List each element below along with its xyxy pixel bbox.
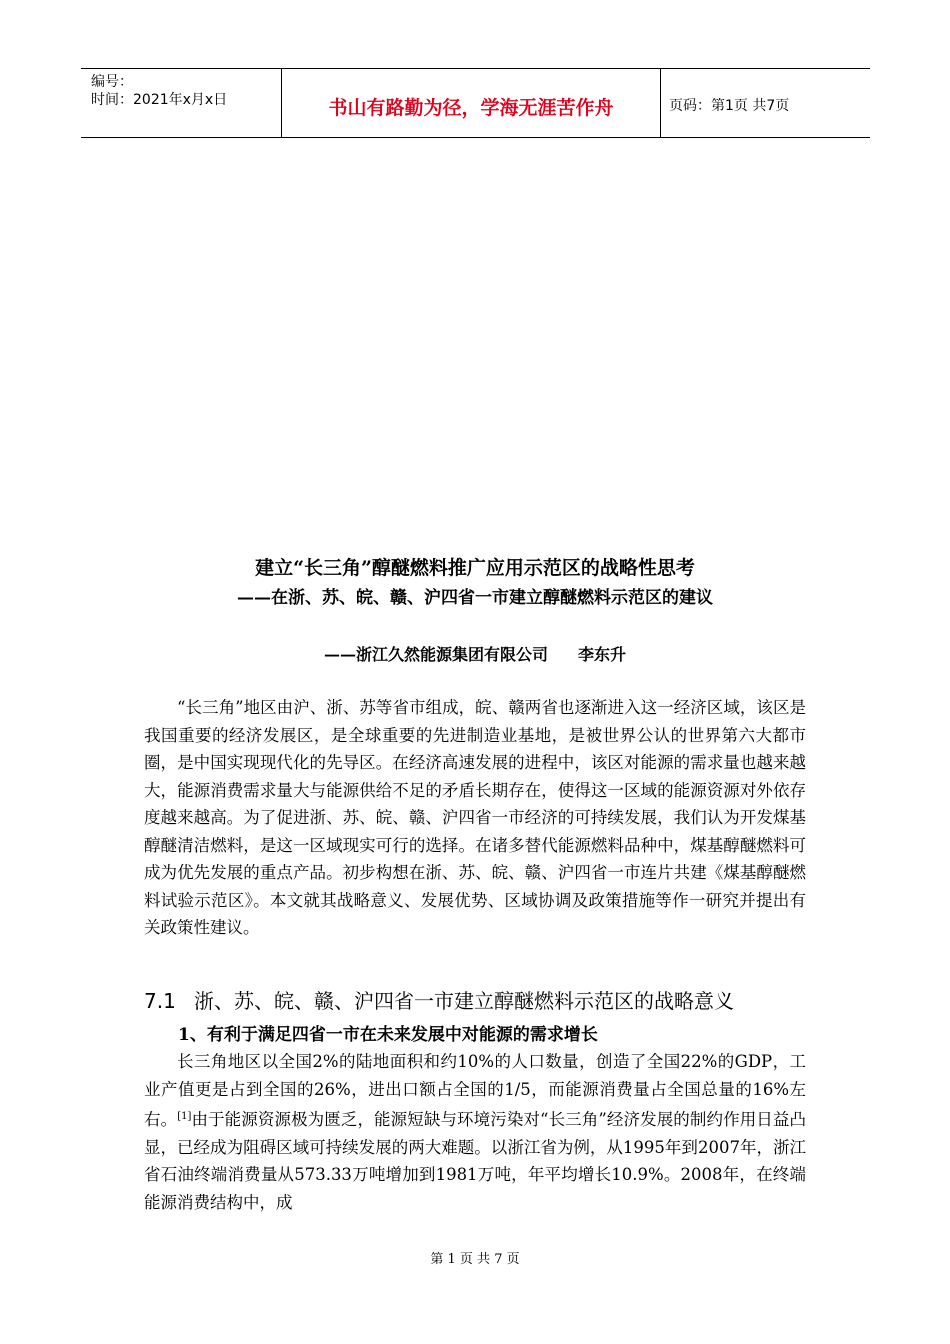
date-label: 时间：2021年x月x日: [91, 92, 228, 108]
author-line: [0, 642, 950, 665]
body-paragraph: [144, 1048, 806, 1216]
header-table: [81, 68, 870, 138]
section-heading: [144, 985, 734, 1014]
header-middle-cell: [281, 69, 661, 137]
intro-paragraph: “长三角”地区由沪、浙、苏等省市组成，皖、赣两省也逐渐进入这一经济区域，该区是我国重要的经济发展区，是全球重要的先进制造业基地，是被世界公认的世界第六大都市圈，是中国实现现代化的先导区。在经济高速发展的进程中，该区对能源的需求量也越来越大，能源消费需求量大与能源供给不足的矛盾长期存在，使得这一区域的能源资源对外依存度越来越高。为了促进浙、苏、皖、赣、沪四省一市经济的可持续发展，我们认为开发煤基醇醚清洁燃料，是这一区域现实可行的选择。在诸多替代能源燃料品种中，煤基醇醚燃料可成为优先发展的重点产品。初步构想在浙、苏、皖、赣、沪四省一市连片共建《煤基醇醚燃料试验示范区》。本文就其战略意义、发展优势、区域协调及政策措施等作一研究并提出有关政策性建议。: [144, 698, 806, 937]
header-right-cell: [661, 69, 870, 137]
page-info: 页码：第1页 共7页: [669, 98, 790, 114]
document-title: 建立“长三角”醇醚燃料推广应用示范区的战略性思考: [255, 557, 695, 579]
section-number: 7.1: [144, 989, 176, 1013]
section-title: 浙、苏、皖、赣、沪四省一市建立醇醚燃料示范区的战略意义: [194, 989, 734, 1013]
author-name: 李东升: [578, 645, 627, 664]
number-label: 编号：: [91, 74, 133, 90]
page-footer: 第 1 页 共 7 页: [430, 1252, 520, 1267]
document-subtitle: ——在浙、苏、皖、赣、沪四省一市建立醇醚燃料示范区的建议: [237, 588, 713, 608]
body-text-part2: 由于能源资源极为匮乏，能源短缺与环境污染对“长三角”经济发展的制约作用日益凸显，已经成为阻碍区域可持续发展的两大难题。以浙江省为例，从1995年到2007年，浙江省石油终端消费量从573.33万吨增加到1981万吨，年平均增长10.9%。2008年，在终端能源消费结构中，成: [144, 1110, 807, 1212]
body-text-part1: 长三角地区以全国2%的陆地面积和约10%的人口数量，创造了全国22%的GDP，工业产值更是占到全国的26%，进出口额占全国的1/5，而能源消费量占全国总量的16%左右。: [144, 1052, 806, 1129]
author-org: ——浙江久然能源集团有限公司: [323, 645, 548, 664]
motto-text: 书山有路勤为径，学海无涯苦作舟: [328, 97, 614, 119]
reference-marker: [1]: [177, 1111, 192, 1122]
header-left-cell: [81, 69, 281, 137]
subheading: 1、有利于满足四省一市在未来发展中对能源的需求增长: [178, 1025, 598, 1045]
